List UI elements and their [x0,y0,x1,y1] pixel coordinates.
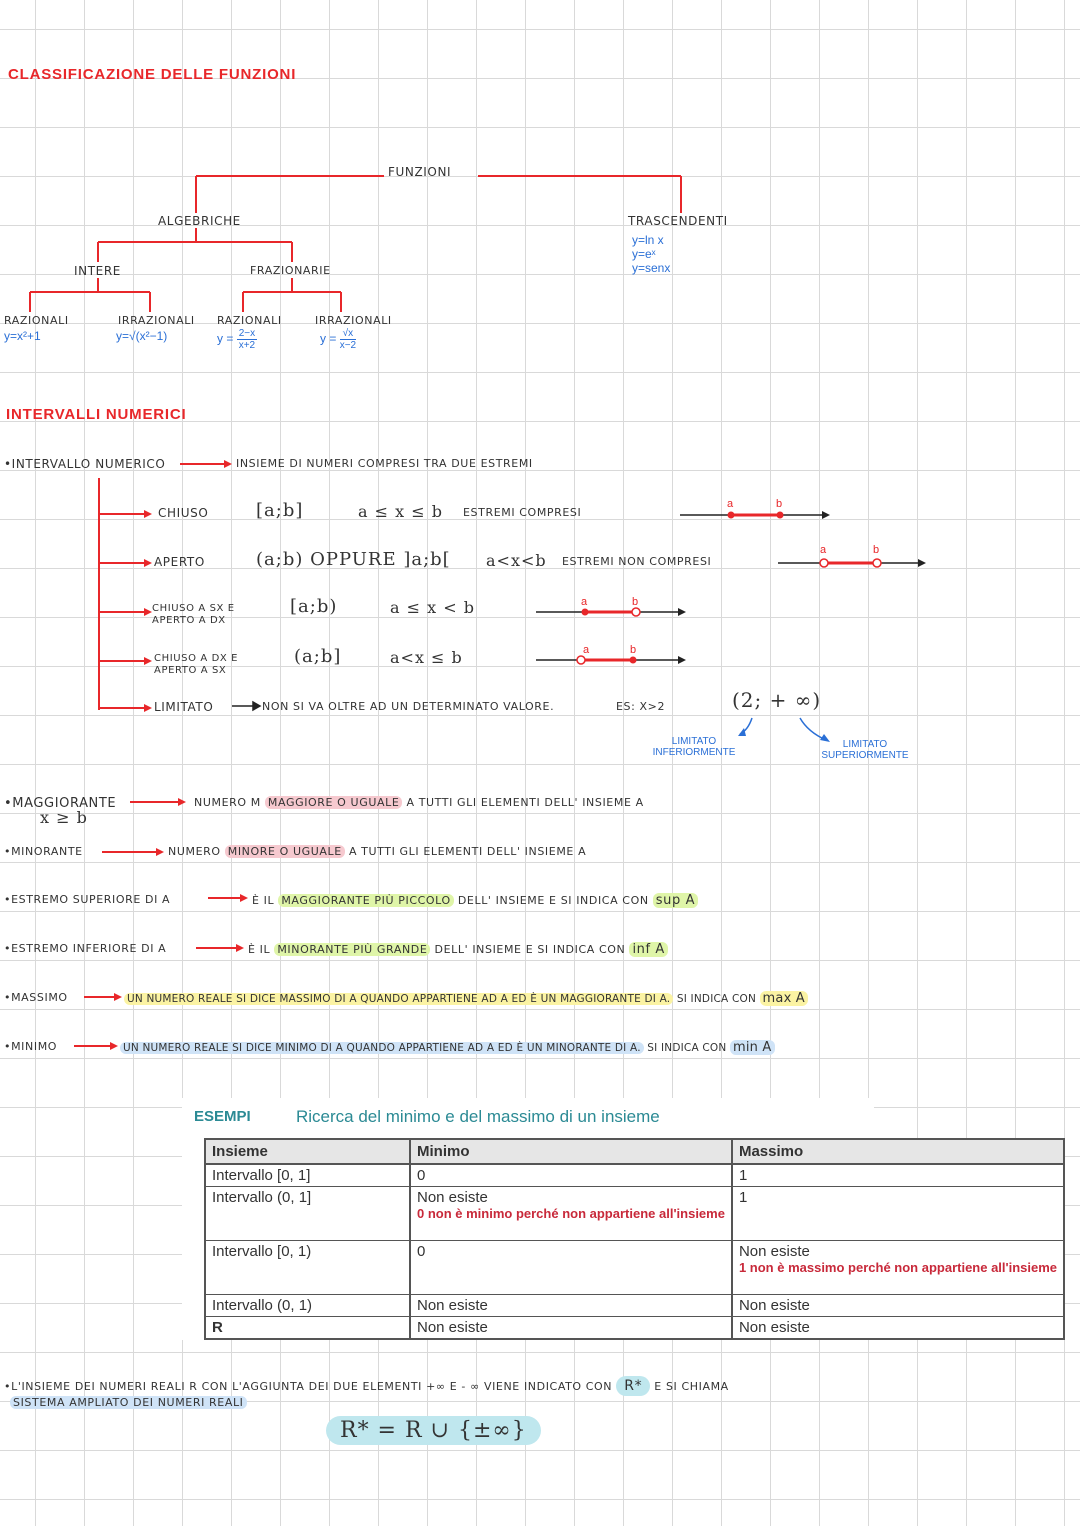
cell-max: Non esiste [732,1295,1064,1317]
header-min: Minimo [410,1139,732,1164]
max-symbol: max A [760,991,808,1006]
inf-definition [248,942,668,957]
open-a-mark: a [820,544,827,556]
minorant-pre: NUMERO [168,845,221,858]
cell-min-value: Non esiste [417,1189,488,1206]
table-row [205,1295,1064,1317]
cell-set: Intervallo [0, 1] [205,1164,410,1187]
sup-label: •ESTREMO SUPERIORE DI A [4,893,171,906]
limited-notation: (2; + ∞) [732,688,822,712]
tree-fractional-label: FRAZIONARIE [250,264,331,277]
header-max: Massimo [732,1139,1064,1164]
tree-integer-label: INTERE [74,264,121,278]
examples-title: Ricerca del minimo e del massimo di un insieme [296,1107,660,1126]
interval-closed-label: CHIUSO [158,506,209,520]
transcendent-example-ln: y=ln x [632,233,664,247]
header-set: Insieme [205,1139,410,1164]
inf-pre: È IL [248,943,271,956]
frac-rational-prefix: y = [217,331,234,346]
majorant-definition [194,796,644,809]
majorant-sub: x ≥ b [40,808,88,827]
closed-right-a-mark: a [583,644,590,656]
inf-highlight: MINORANTE PIÙ GRANDE [274,943,430,956]
cell-max-value: Non esiste [738,1243,810,1260]
cell-min: Non esiste [410,1317,732,1340]
interval-closed-inequality: a ≤ x ≤ b [358,502,443,521]
closed-a-mark: a [727,498,734,510]
minorant-highlight: MINORE O UGUALE [225,845,345,858]
min-text: UN NUMERO REALE SI DICE MINIMO DI A QUANDO APPARTIENE AD A ED È UN MINORANTE DI A. [120,1042,644,1054]
min-label: •MINIMO [4,1040,58,1053]
interval-closed-notation: [a;b] [256,500,304,521]
transcendent-example-sin: y=senx [632,261,671,275]
tree-transcendent-label: TRASCENDENTI [628,214,728,228]
sup-highlight: MAGGIORANTE PIÙ PICCOLO [278,894,453,907]
interval-closed-right-label: CHIUSO A DX E APERTO A SX [154,653,239,676]
interval-closed-left-inequality: a ≤ x < b [390,598,475,617]
intervals-title: INTERVALLI NUMERICI [6,406,187,423]
max-text: UN NUMERO REALE SI DICE MASSIMO DI A QUANDO APPARTIENE AD A ED È UN MAGGIORANTE DI A. [124,993,673,1005]
closed-left-a-mark: a [581,596,588,608]
int-rational-label: RAZIONALI [4,314,69,327]
interval-closed-left-label: CHIUSO A SX E APERTO A DX [152,603,235,626]
table-row [205,1164,1064,1187]
minorant-definition [168,845,586,858]
frac-rational-den: x+2 [238,340,256,351]
interval-closed-left-notation: [a;b) [290,596,338,617]
cell-set: Intervallo (0, 1] [205,1187,410,1241]
sup-pre: È IL [252,894,275,907]
interval-open-inequality: a<x<b [486,551,547,570]
open-b-mark: b [873,544,880,556]
cell-min: 0 [410,1164,732,1187]
closed-b-mark: b [776,498,783,510]
int-irrational-label: IRRAZIONALI [118,314,195,327]
transcendent-examples [632,233,670,275]
minorant-label: •MINORANTE [4,845,83,858]
frac-irrational-num: √x [340,328,356,340]
min-symbol: min A [730,1040,775,1055]
examples-label: ESEMPI [194,1108,251,1125]
int-rational-example: y=x²+1 [4,329,41,343]
int-irrational-example: y=√(x²−1) [116,329,168,343]
cell-set: Intervallo (0, 1) [205,1295,410,1317]
cell-min: 0 [410,1241,732,1295]
max-definition [124,991,808,1006]
extended-text: •L'INSIEME DEI NUMERI REALI R CON L'AGGIUNTA DEI DUE ELEMENTI +∞ E - ∞ VIENE INDICATO CON [4,1380,613,1393]
min-definition [120,1040,775,1055]
majorant-label: •MAGGIORANTE [4,796,117,811]
limited-label: LIMITATO [154,700,214,714]
cell-max: 1 [732,1187,1064,1241]
max-label: •MASSIMO [4,991,68,1004]
interval-open-label: APERTO [154,555,205,569]
extended-formula: R* = R ∪ {±∞} [326,1416,541,1445]
interval-open-notation: (a;b) OPPURE ]a;b[ [256,549,451,570]
interval-closed-right-notation: (a;b] [294,646,342,667]
frac-rational-label: RAZIONALI [217,314,282,327]
cell-set: R [205,1317,410,1340]
cell-max-note: 1 non è massimo perché non appartiene all'insieme [738,1260,1058,1275]
sup-post: DELL' INSIEME E SI INDICA CON [457,894,649,907]
frac-rational-fraction [237,328,257,351]
extended-name-line [10,1396,247,1409]
frac-rational-num: 2−x [238,328,256,339]
extended-name: SISTEMA AMPLIATO DEI NUMERI REALI [10,1396,247,1409]
limited-lower-label: LIMITATO INFERIORMENTE [652,736,736,758]
closed-left-b-mark: b [632,596,639,608]
majorant-post: A TUTTI GLI ELEMENTI DELL' INSIEME A [406,796,644,809]
frac-irrational-prefix: y = [320,331,337,346]
table-header-row [205,1139,1064,1164]
limited-upper-label: LIMITATO SUPERIORMENTE [821,739,909,761]
examples-table-wrap [204,1138,1065,1340]
min-post: SI INDICA CON [647,1042,727,1054]
sup-definition [252,893,698,908]
extended-definition [4,1378,729,1394]
majorant-highlight: MAGGIORE O UGUALE [265,796,402,809]
majorant-pre: NUMERO M [194,796,261,809]
inf-label: •ESTREMO INFERIORE DI A [4,942,167,955]
max-post: SI INDICA CON [676,993,756,1005]
closed-right-b-mark: b [630,644,637,656]
functions-title: CLASSIFICAZIONE DELLE FUNZIONI [8,66,297,83]
frac-irrational-example [320,328,356,351]
cell-min-with-note [410,1187,732,1241]
limited-example: ES: X>2 [616,700,666,713]
limited-text: NON SI VA OLTRE AD UN DETERMINATO VALORE. [262,700,555,713]
transcendent-example-exp: y=eˣ [632,247,656,261]
table-row [205,1187,1064,1241]
minorant-post: A TUTTI GLI ELEMENTI DELL' INSIEME A [348,845,587,858]
interval-def-text: INSIEME DI NUMERI COMPRESI TRA DUE ESTREMI [236,457,533,470]
frac-rational-example [217,328,257,351]
frac-irrational-den: x−2 [339,340,357,351]
cell-max-with-note [732,1241,1064,1295]
frac-irrational-label: IRRAZIONALI [315,314,392,327]
examples-table [204,1138,1065,1340]
tree-algebraic-label: ALGEBRICHE [158,214,241,228]
inf-symbol: inf A [629,942,667,957]
interval-open-note: ESTREMI NON COMPRESI [562,555,712,568]
extended-text-post: E SI CHIAMA [654,1380,729,1393]
sup-symbol: sup A [653,893,698,908]
cell-max: Non esiste [732,1317,1064,1340]
interval-def-label: •INTERVALLO NUMERICO [4,457,166,471]
table-row [205,1241,1064,1295]
extended-symbol: R* [616,1376,650,1396]
cell-min: Non esiste [410,1295,732,1317]
frac-irrational-fraction [340,328,356,351]
interval-closed-note: ESTREMI COMPRESI [463,506,582,519]
inf-post: DELL' INSIEME E SI INDICA CON [434,943,626,956]
cell-set: Intervallo [0, 1) [205,1241,410,1295]
interval-closed-right-inequality: a<x ≤ b [390,648,463,667]
tree-root-label: FUNZIONI [388,165,452,179]
table-row [205,1317,1064,1340]
cell-min-note: 0 non è minimo perché non appartiene all'insieme [417,1206,725,1221]
cell-max: 1 [732,1164,1064,1187]
